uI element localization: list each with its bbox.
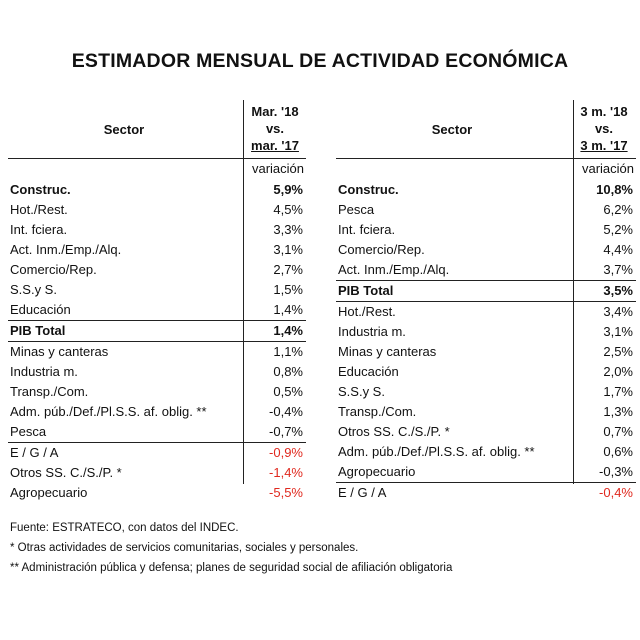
left-table-row (8, 180, 306, 200)
left-table-row (8, 463, 306, 483)
footnote-source: Fuente: ESTRATECO, con datos del INDEC. (10, 522, 239, 534)
left-table-row (8, 200, 306, 220)
right-row-sector: Int. fciera. (338, 222, 396, 237)
left-row-sector: E / G / A (10, 445, 59, 460)
left-sector-header: Sector (103, 122, 145, 137)
left-table-row (8, 240, 306, 260)
right-table-row (336, 322, 636, 342)
right-table-row (336, 240, 636, 260)
left-row-value: 0,5% (273, 384, 303, 399)
left-row-value: 5,9% (273, 182, 303, 197)
right-row-sector: Act. Inm./Emp./Alq. (338, 262, 450, 277)
left-table-row (8, 422, 306, 443)
left-row-sector: Pesca (10, 424, 47, 439)
left-row-value: 1,4% (273, 323, 303, 338)
left-row-sector: Comercio/Rep. (10, 262, 97, 277)
right-row-value: 5,2% (603, 222, 633, 237)
right-row-sector: PIB Total (338, 283, 394, 298)
left-variation-label: variación (251, 161, 304, 176)
left-variation-row (8, 158, 306, 180)
left-row-value: 4,5% (273, 202, 303, 217)
left-row-sector: Agropecuario (10, 485, 88, 500)
right-table-row (336, 462, 636, 483)
left-row-value: 0,8% (273, 364, 303, 379)
right-row-value: 2,0% (603, 364, 633, 379)
left-period-header (244, 103, 306, 154)
left-table-row (8, 220, 306, 240)
right-table-row (336, 483, 636, 503)
left-table-row (8, 321, 306, 342)
left-row-sector: Adm. púb./Def./Pl.S.S. af. oblig. ** (10, 404, 207, 419)
left-row-value: -1,4% (269, 465, 303, 480)
left-table-header (8, 100, 306, 158)
right-table-row (336, 342, 636, 362)
right-period-header (572, 103, 636, 154)
right-row-value: -0,3% (599, 464, 633, 479)
left-row-sector: PIB Total (10, 323, 66, 338)
left-row-value: 2,7% (273, 262, 303, 277)
left-row-value: -0,7% (269, 424, 303, 439)
right-table-row (336, 180, 636, 200)
right-table-row (336, 442, 636, 462)
right-row-sector: Construc. (338, 182, 399, 197)
left-row-sector: Construc. (10, 182, 71, 197)
left-rows (8, 180, 306, 503)
left-row-value: 1,1% (273, 344, 303, 359)
left-period-line-3: mar. '17 (251, 138, 299, 153)
right-table (336, 100, 636, 503)
right-row-sector: Comercio/Rep. (338, 242, 425, 257)
page-title: ESTIMADOR MENSUAL DE ACTIVIDAD ECONÓMICA (71, 50, 569, 72)
left-period-line-2: vs. (265, 121, 285, 136)
right-table-row (336, 281, 636, 302)
right-table-row (336, 220, 636, 240)
right-row-value: 1,3% (603, 404, 633, 419)
right-row-sector: S.S.y S. (338, 384, 385, 399)
right-sector-header: Sector (431, 122, 473, 137)
right-table-row (336, 402, 636, 422)
right-row-sector: Minas y canteras (338, 344, 437, 359)
right-row-value: 0,7% (603, 424, 633, 439)
right-row-sector: Agropecuario (338, 464, 416, 479)
left-row-sector: Transp./Com. (10, 384, 89, 399)
left-row-value: 3,1% (273, 242, 303, 257)
right-row-sector: Pesca (338, 202, 375, 217)
right-period-line-3: 3 m. '17 (580, 138, 628, 153)
right-row-value: 2,5% (603, 344, 633, 359)
left-table-row (8, 300, 306, 321)
right-row-sector: Educación (338, 364, 399, 379)
right-row-sector: Industria m. (338, 324, 406, 339)
right-table-row (336, 422, 636, 442)
left-table-row (8, 402, 306, 422)
right-variation-row (336, 158, 636, 180)
left-period-line-1: Mar. '18 (251, 104, 299, 119)
right-row-value: 3,1% (603, 324, 633, 339)
left-row-sector: Act. Inm./Emp./Alq. (10, 242, 122, 257)
left-row-sector: Hot./Rest. (10, 202, 68, 217)
right-period-line-2: vs. (594, 121, 614, 136)
right-row-sector: Transp./Com. (338, 404, 417, 419)
left-row-sector: S.S.y S. (10, 282, 57, 297)
right-row-value: 3,7% (603, 262, 633, 277)
left-row-value: -0,9% (269, 445, 303, 460)
right-table-row (336, 382, 636, 402)
right-row-value: 6,2% (603, 202, 633, 217)
right-header-rule (336, 158, 636, 159)
left-row-sector: Educación (10, 302, 71, 317)
left-row-value: 1,5% (273, 282, 303, 297)
left-header-rule (8, 158, 306, 159)
left-row-value: -5,5% (269, 485, 303, 500)
right-row-value: -0,4% (599, 485, 633, 500)
left-row-sector: Industria m. (10, 364, 78, 379)
right-variation-label: variación (581, 161, 634, 176)
left-row-sector: Minas y canteras (10, 344, 109, 359)
left-table (8, 100, 306, 503)
right-table-row (336, 200, 636, 220)
left-row-value: -0,4% (269, 404, 303, 419)
right-table-row (336, 260, 636, 281)
right-row-value: 4,4% (603, 242, 633, 257)
right-table-header (336, 100, 636, 158)
right-table-row (336, 302, 636, 322)
footnote-asterisk: * Otras actividades de servicios comunitarias, sociales y personales. (10, 542, 359, 554)
right-row-value: 0,6% (603, 444, 633, 459)
right-rows (336, 180, 636, 503)
right-row-sector: Hot./Rest. (338, 304, 396, 319)
left-table-row (8, 362, 306, 382)
right-row-sector: Otros SS. C./S./P. * (338, 424, 450, 439)
left-row-sector: Int. fciera. (10, 222, 68, 237)
right-row-value: 10,8% (596, 182, 633, 197)
left-table-row (8, 260, 306, 280)
footnote-double-asterisk: ** Administración pública y defensa; planes de seguridad social de afiliación obligatoria (10, 562, 453, 574)
left-row-sector: Otros SS. C./S./P. * (10, 465, 122, 480)
left-table-row (8, 483, 306, 503)
right-row-sector: Adm. púb./Def./Pl.S.S. af. oblig. ** (338, 444, 535, 459)
right-row-value: 3,5% (603, 283, 633, 298)
right-table-row (336, 362, 636, 382)
right-row-value: 1,7% (603, 384, 633, 399)
left-table-row (8, 280, 306, 300)
left-table-row (8, 443, 306, 463)
left-row-value: 1,4% (273, 302, 303, 317)
right-row-sector: E / G / A (338, 485, 387, 500)
right-row-value: 3,4% (603, 304, 633, 319)
right-period-line-1: 3 m. '18 (580, 104, 628, 119)
left-table-row (8, 382, 306, 402)
left-table-row (8, 342, 306, 362)
left-row-value: 3,3% (273, 222, 303, 237)
